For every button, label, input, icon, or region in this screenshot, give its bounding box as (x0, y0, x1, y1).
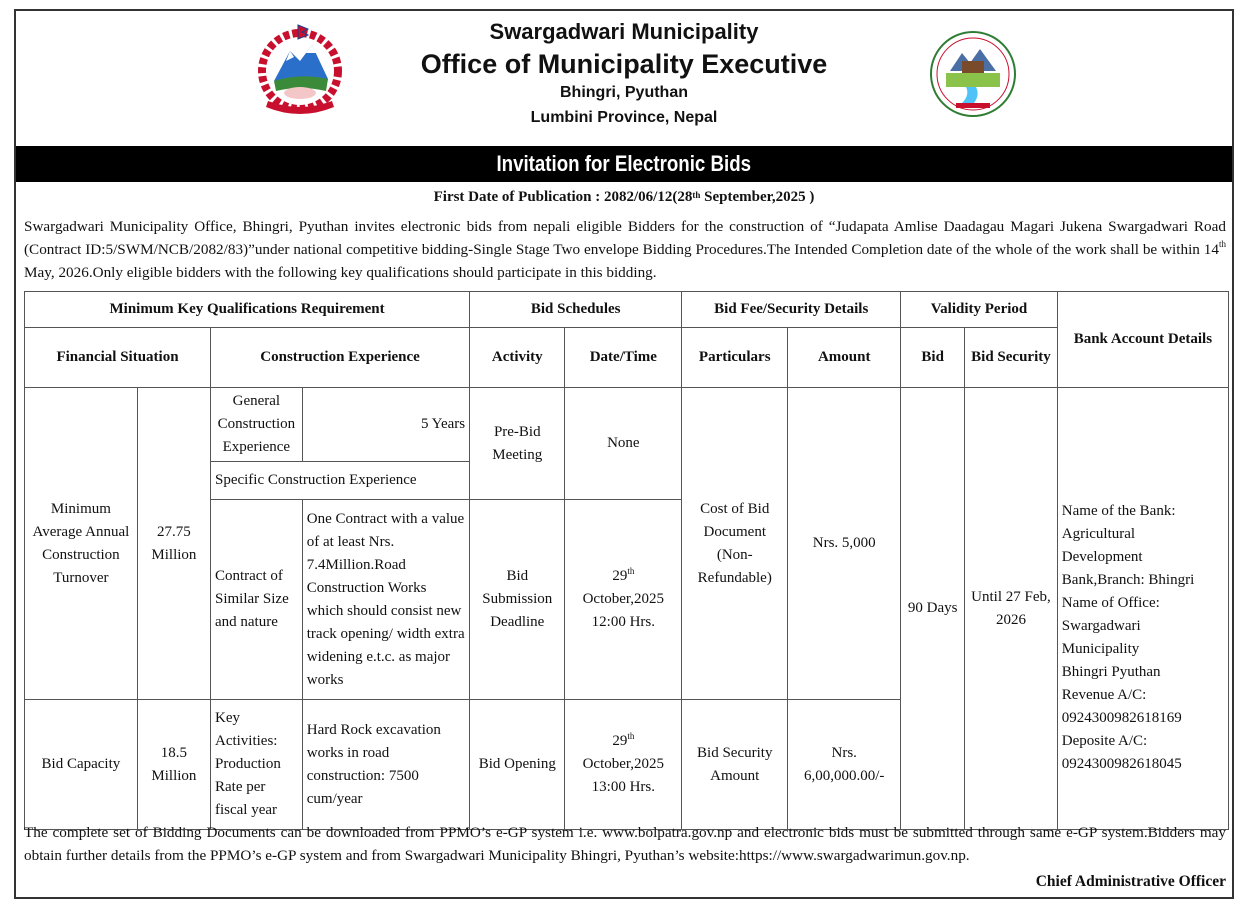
signature: Chief Administrative Officer (1035, 873, 1226, 890)
footer-paragraph: The complete set of Bidding Documents can be downloaded from PPMO’s e-GP system i.e. www.bolpatra.gov.np and electronic bids must be submitted through same e-GP system.Bidders may obtain further details from the PPMO’s e-GP system and from Swargadwari Municipality Bhingri, Pyuthan’s website:https://www.swargadwarimun.gov.np. (24, 824, 1226, 864)
bid-details-table (24, 291, 1229, 830)
banner-title: Invitation for Electronic Bids (496, 151, 752, 176)
opening-day: 29 (612, 733, 628, 749)
general-exp-value: 5 Years (302, 388, 469, 462)
key-activities-label: Key Activities: Production Rate per fiscal year (210, 700, 302, 830)
publication-date-rest: September,2025 ) (700, 189, 815, 205)
turnover-value: 27.75 Million (137, 388, 210, 700)
publication-sup: th (692, 190, 701, 200)
similar-contract-label: Contract of Similar Size and nature (210, 500, 302, 700)
revenue-account-number: 0924300982618169 (1061, 709, 1182, 726)
intro-paragraph (24, 215, 1226, 284)
submission-day: 29 (612, 568, 628, 584)
publication-label: First Date of Publication : 2082/06/12(28 (433, 189, 693, 205)
turnover-label: Minimum Average Annual Construction Turnover (25, 388, 138, 700)
municipality-name: Swargadwari Municipality (489, 19, 759, 44)
bank-line: Swargadwari (1061, 617, 1141, 634)
bid-capacity-label: Bid Capacity (25, 700, 138, 830)
submission-time: 12:00 Hrs. (591, 614, 655, 630)
specific-exp-label: Specific Construction Experience (210, 462, 469, 500)
fee-amount-2: Nrs. 6,00,000.00/- (788, 700, 901, 830)
bank-line: Bhingri Pyuthan (1061, 663, 1161, 680)
opening-sup: th (627, 731, 635, 741)
publication-date (16, 189, 1232, 206)
validity-bid-security: Until 27 Feb, 2026 (965, 388, 1058, 830)
header-fee: Bid Fee/Security Details (682, 292, 901, 328)
similar-contract-value: One Contract with a value of at least Nrs. 7.4Million.Road Construction Works which should consist new track opening/ width extra widening e.t.c. as major works (302, 500, 469, 700)
bank-line: Revenue A/C: (1061, 686, 1147, 703)
header-validity: Validity Period (901, 292, 1058, 328)
opening-activity: Bid Opening (470, 700, 565, 830)
opening-date: October,2025 (582, 756, 665, 772)
bank-line: Name of Office: (1061, 594, 1160, 611)
header-particulars: Particulars (682, 328, 788, 388)
bid-capacity-value: 18.5 Million (137, 700, 210, 830)
intro-sup: th (1218, 239, 1226, 249)
opening-datetime (565, 700, 682, 830)
office-province: Lumbini Province, Nepal (530, 109, 718, 126)
notice-header (16, 11, 1232, 146)
fee-particular-2: Bid Security Amount (682, 700, 788, 830)
validity-bid: 90 Days (901, 388, 965, 830)
header-qualifications: Minimum Key Qualifications Requirement (25, 292, 470, 328)
header-financial: Financial Situation (25, 328, 211, 388)
fee-amount-1: Nrs. 5,000 (788, 388, 901, 700)
header-experience: Construction Experience (210, 328, 469, 388)
submission-sup: th (627, 566, 635, 576)
office-name: Office of Municipality Executive (420, 49, 828, 79)
deposit-account-number: 0924300982618045 (1061, 755, 1182, 772)
header-bid: Bid (901, 328, 965, 388)
bank-line: Deposite A/C: (1061, 732, 1148, 749)
submission-datetime (565, 500, 682, 700)
bank-line: Bank,Branch: Bhingri (1061, 571, 1195, 588)
submission-activity: Bid Submission Deadline (470, 500, 565, 700)
notice-frame (14, 9, 1234, 899)
submission-date: October,2025 (582, 591, 665, 607)
bank-line: Development (1061, 548, 1143, 565)
header-schedules: Bid Schedules (470, 292, 682, 328)
bank-line: Name of the Bank: (1061, 502, 1176, 519)
header-bank: Bank Account Details (1057, 292, 1228, 388)
header-bid-security: Bid Security (965, 328, 1058, 388)
bank-details (1057, 388, 1228, 830)
swargadwari-municipality-logo-icon (928, 29, 1018, 119)
invitation-banner (16, 146, 1232, 182)
header-activity: Activity (470, 328, 565, 388)
general-exp-label: General Construction Experience (210, 388, 302, 462)
intro-text-1: Swargadwari Municipality Office, Bhingri, Pyuthan invites electronic bids from nepali eligible Bidders for the construction of “Judapata Amlise Daadagau Magari Jukena Swargadwari Road (Contract ID:5/SWM/NCB/2082/83)”under national competitive bidding-Single Stage Two envelope Bidding Procedures.The Intended Completion date of the whole of the work shall be within 14 (24, 218, 1226, 258)
intro-text-2: May, 2026.Only eligible bidders with the following key qualifications should participate in this bidding. (24, 264, 657, 281)
office-location: Bhingri, Pyuthan (560, 84, 688, 101)
title-block (16, 17, 1232, 131)
fee-particular-1: Cost of Bid Document (Non-Refundable) (682, 388, 788, 700)
bank-line: Agricultural (1061, 525, 1136, 542)
header-datetime: Date/Time (565, 328, 682, 388)
opening-time: 13:00 Hrs. (591, 779, 655, 795)
header-amount: Amount (788, 328, 901, 388)
prebid-activity: Pre-Bid Meeting (470, 388, 565, 500)
bank-line: Municipality (1061, 640, 1140, 657)
prebid-date: None (565, 388, 682, 500)
key-activities-value: Hard Rock excavation works in road construction: 7500 cum/year (302, 700, 469, 830)
